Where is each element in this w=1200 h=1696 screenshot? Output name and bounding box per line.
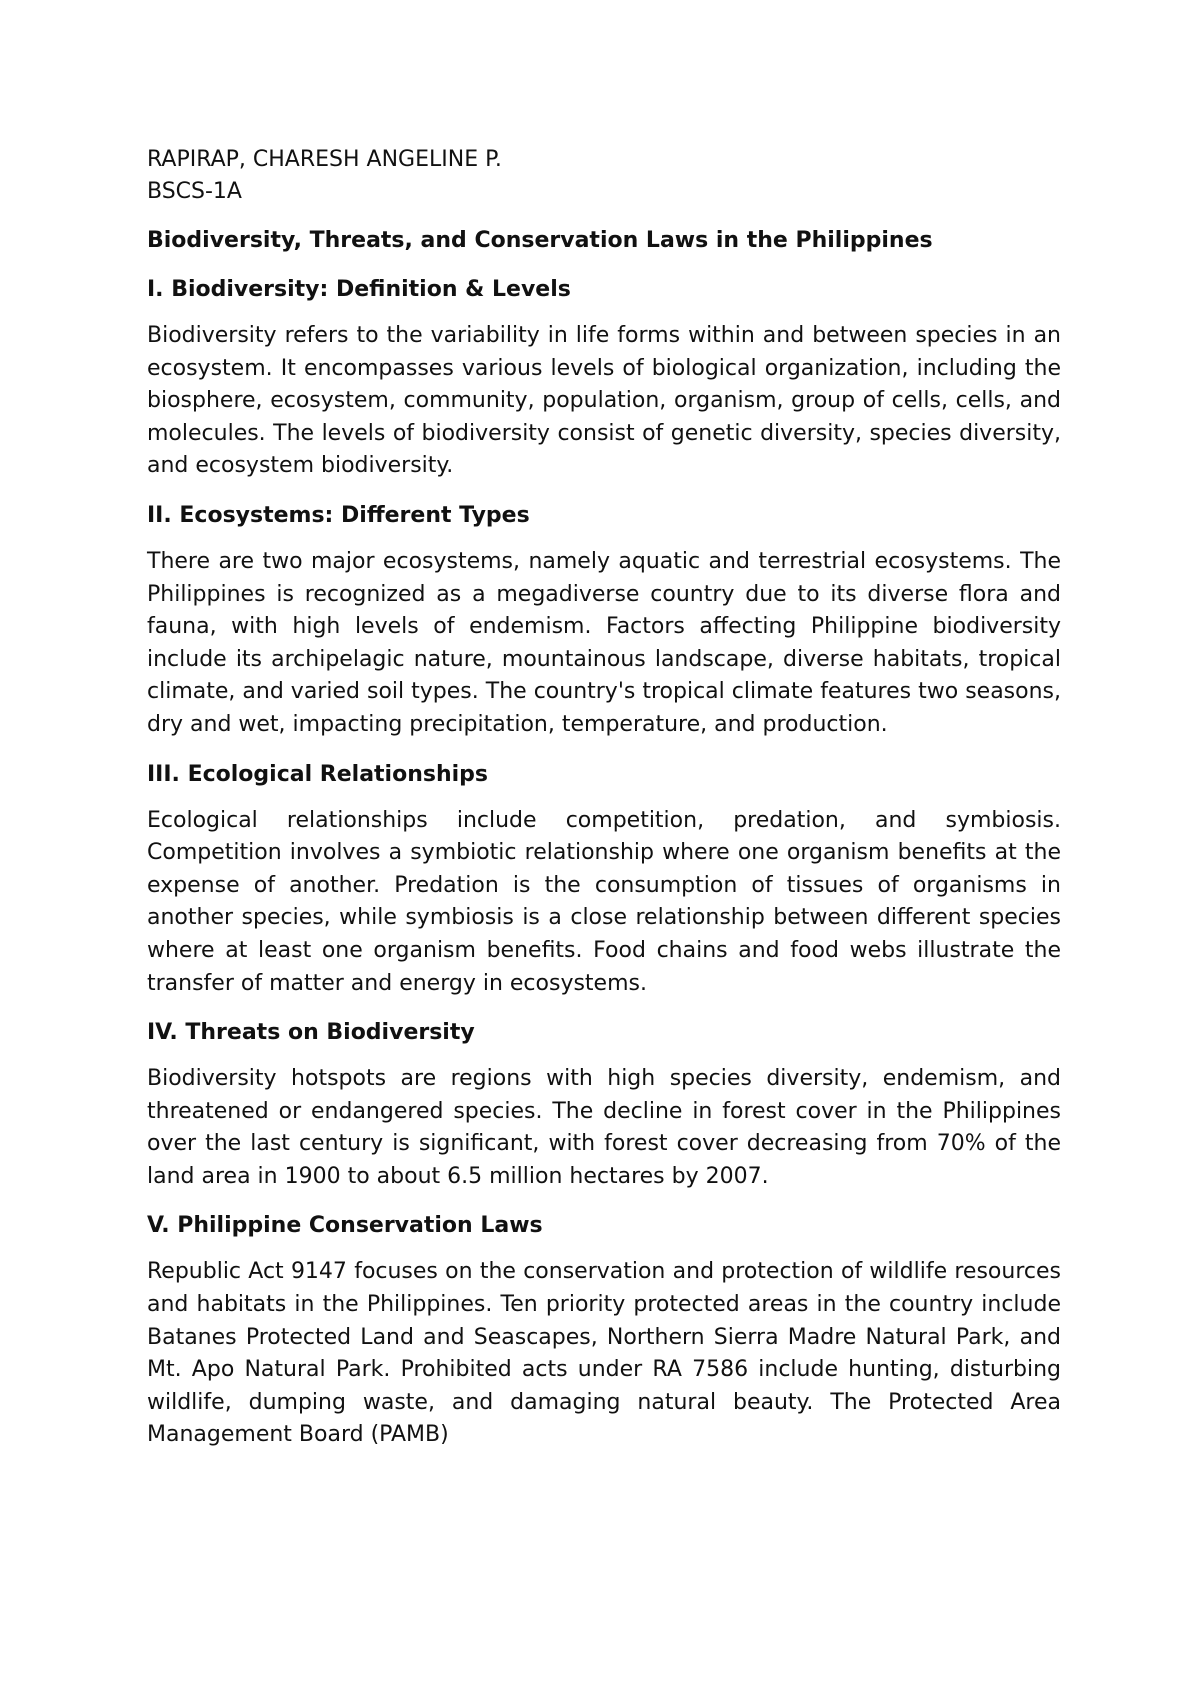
- section-threats: [147, 1017, 1061, 1193]
- section-paragraph: Biodiversity refers to the variability in life forms within and between species in an ecosystem. It encompasses various levels of biological organization, including the biosphere, ecosystem, community, population, organism, group of cells, cells, and molecules. The levels of biodiversity consist of genetic diversity, species diversity, and ecosystem biodiversity.: [147, 323, 1061, 479]
- section-heading: I. Biodiversity: Definition & Levels: [147, 277, 571, 302]
- section-ecosystems: [147, 500, 1061, 742]
- student-name: RAPIRAP, CHARESH ANGELINE P.: [147, 147, 502, 172]
- section-paragraph: There are two major ecosystems, namely aquatic and terrestrial ecosystems. The Philippines is recognized as a megadiverse country due to its diverse flora and fauna, with high levels of endemism. Factors affecting Philippine biodiversity include its archipelagic nature, mountainous landscape, diverse habitats, tropical climate, and varied soil types. The country's tropical climate features two seasons, dry and wet, impacting precipitation, temperature, and production.: [147, 548, 1061, 737]
- course-section: BSCS-1A: [147, 179, 242, 204]
- section-heading: II. Ecosystems: Different Types: [147, 502, 530, 528]
- section-paragraph: Biodiversity hotspots are regions with high species diversity, endemism, and threatened or endangered species. The decline in forest cover in the Philippines over the last century is significant, with forest cover decreasing from 70% of the land area in 1900 to about 6.5 million hectares by 2007.: [147, 1066, 1061, 1189]
- section-heading: IV. Threats on Biodiversity: [147, 1020, 475, 1046]
- section-paragraph: Ecological relationships include competition, predation, and symbiosis. Competition involves a symbiotic relationship where one organism benefits at the expense of another. Predation is the consumption of tissues of organisms in another species, while symbiosis is a close relationship between different species where at least one organism benefits. Food chains and food webs illustrate the transfer of matter and energy in ecosystems.: [147, 807, 1061, 996]
- document-title: Biodiversity, Threats, and Conservation Laws in the Philippines: [147, 228, 933, 253]
- section-heading: III. Ecological Relationships: [147, 761, 489, 787]
- section-ecological-relationships: [147, 759, 1061, 1001]
- section-conservation-laws: [147, 1210, 1061, 1452]
- document-page: [147, 144, 1061, 1452]
- section-biodiversity: [147, 274, 1061, 483]
- section-paragraph: Republic Act 9147 focuses on the conservation and protection of wildlife resources and habitats in the Philippines. Ten priority protected areas in the country include Batanes Protected Land and Seascapes, Northern Sierra Madre Natural Park, and Mt. Apo Natural Park. Prohibited acts under RA 7586 include hunting, disturbing wildlife, dumping waste, and damaging natural beauty. The Protected Area Management Board (PAMB): [147, 1259, 1061, 1448]
- section-heading: V. Philippine Conservation Laws: [147, 1213, 543, 1239]
